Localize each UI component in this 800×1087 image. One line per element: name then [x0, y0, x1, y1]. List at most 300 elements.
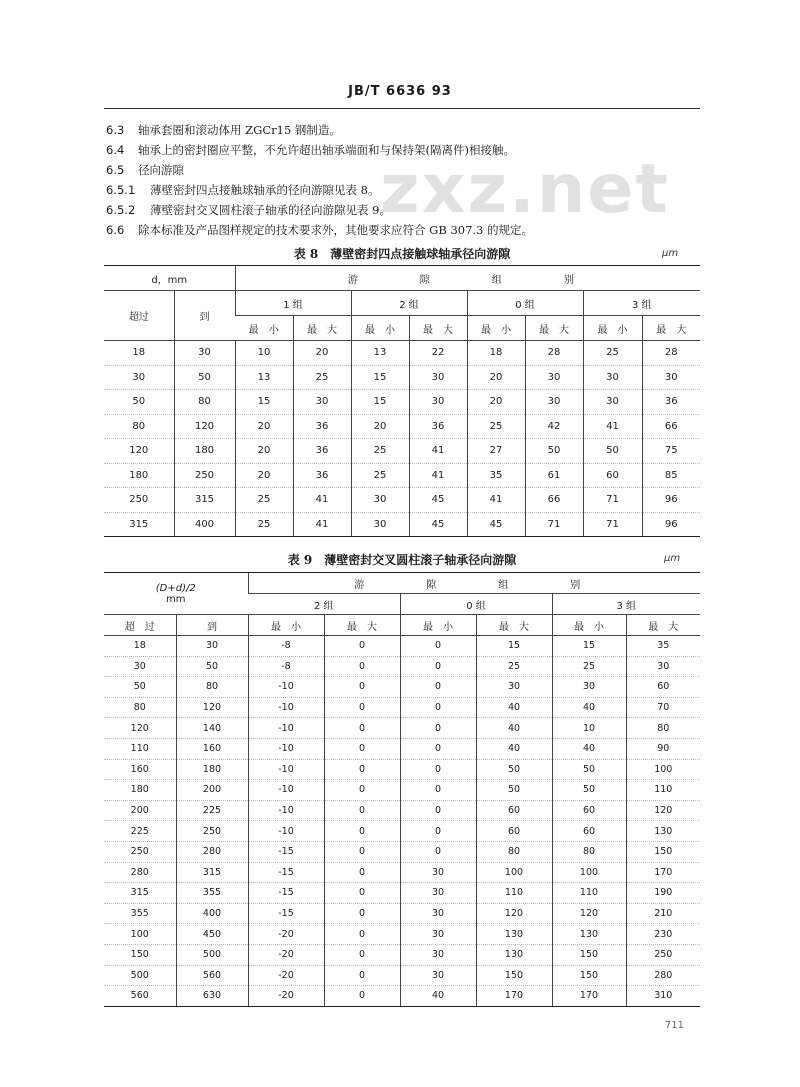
table-cell: 80	[626, 718, 700, 739]
table-cell: 70	[626, 697, 700, 718]
table-cell: 315	[176, 862, 248, 883]
table-cell: 60	[476, 800, 552, 821]
table-row	[104, 944, 700, 965]
table-cell: 36	[293, 439, 351, 464]
table-cell: 150	[104, 944, 176, 965]
table-cell: -15	[248, 883, 324, 904]
table-cell: 13	[351, 341, 409, 366]
clause-6-4	[106, 140, 706, 160]
table-row	[104, 738, 700, 759]
table-row	[104, 821, 700, 842]
table-cell: 25	[235, 488, 293, 513]
table-cell: 45	[409, 488, 467, 513]
clause-6-5-2	[106, 200, 706, 220]
table-cell: 50	[476, 759, 552, 780]
table-row	[104, 965, 700, 986]
table-cell: 30	[525, 365, 583, 390]
table-cell: 20	[467, 365, 525, 390]
table-cell: 30	[400, 944, 476, 965]
table-cell: -10	[248, 697, 324, 718]
table-row	[104, 341, 700, 366]
clause-number: 6.5	[106, 163, 125, 177]
clause-6-5-1	[106, 180, 706, 200]
table-cell: 18	[467, 341, 525, 366]
table-cell: 10	[235, 341, 293, 366]
watermark: zxz.net	[380, 150, 670, 229]
table-cell: 30	[351, 512, 409, 537]
table-cell: 41	[293, 512, 351, 537]
clearance-group-header: 游 隙 组 别	[235, 266, 700, 291]
table-cell: 10	[552, 718, 626, 739]
table-cell: 71	[583, 512, 642, 537]
table-cell: 250	[104, 488, 174, 513]
clause-text: 除本标准及产品图样规定的技术要求外，其他要求应符合 GB 307.3 的规定。	[138, 223, 534, 237]
table-cell: -20	[248, 965, 324, 986]
table-cell: 200	[104, 800, 176, 821]
table-cell: 200	[176, 780, 248, 801]
table-cell: 35	[626, 636, 700, 657]
clause-text: 轴承套圈和滚动体用 ZGCr15 钢制造。	[138, 123, 341, 137]
clause-number: 6.3	[106, 123, 125, 137]
table-cell: 50	[104, 677, 176, 698]
group-header: 0 组	[400, 594, 552, 615]
table-cell: 310	[626, 986, 700, 1007]
table-cell: 160	[176, 738, 248, 759]
table-cell: 0	[324, 903, 400, 924]
table-cell: 36	[409, 414, 467, 439]
table-cell: 40	[476, 697, 552, 718]
table-cell: 18	[104, 636, 176, 657]
table-row	[104, 986, 700, 1007]
table-cell: 450	[176, 924, 248, 945]
table-cell: 40	[476, 738, 552, 759]
table-cell: 40	[552, 738, 626, 759]
table9	[104, 572, 700, 1007]
table-cell: 130	[552, 924, 626, 945]
group-header: 2 组	[248, 594, 400, 615]
table-cell: -10	[248, 780, 324, 801]
table-cell: 0	[324, 759, 400, 780]
table-cell: 280	[176, 841, 248, 862]
table-cell: 30	[525, 390, 583, 415]
table-cell: 30	[400, 924, 476, 945]
table-cell: 150	[552, 965, 626, 986]
over-header: 超过	[104, 291, 174, 341]
table-row	[104, 512, 700, 537]
table-cell: 61	[525, 463, 583, 488]
table-cell: 96	[642, 512, 700, 537]
table-row	[104, 636, 700, 657]
table-cell: 210	[626, 903, 700, 924]
table-cell: 0	[400, 841, 476, 862]
table-cell: 30	[409, 365, 467, 390]
table-cell: 25	[293, 365, 351, 390]
table-cell: 30	[400, 862, 476, 883]
table-cell: 25	[552, 656, 626, 677]
table-cell: 80	[104, 697, 176, 718]
table-cell: 0	[400, 677, 476, 698]
table-cell: 40	[400, 986, 476, 1007]
table-cell: -10	[248, 718, 324, 739]
max-header: 最 大	[324, 615, 400, 636]
table-cell: 71	[525, 512, 583, 537]
group-header: 3 组	[552, 594, 700, 615]
table-row	[104, 883, 700, 904]
table-cell: 150	[626, 841, 700, 862]
table-cell: 80	[176, 677, 248, 698]
table-cell: 120	[104, 439, 174, 464]
table-cell: 85	[642, 463, 700, 488]
table-cell: 20	[235, 463, 293, 488]
table-cell: 0	[324, 883, 400, 904]
clause-6-5	[106, 160, 706, 180]
table-cell: 41	[409, 463, 467, 488]
table-cell: 120	[476, 903, 552, 924]
table-cell: 0	[324, 986, 400, 1007]
table-cell: 170	[476, 986, 552, 1007]
table-cell: -20	[248, 944, 324, 965]
table-cell: 30	[400, 883, 476, 904]
max-header: 最 大	[293, 316, 351, 341]
table-cell: 30	[626, 656, 700, 677]
table-cell: 25	[583, 341, 642, 366]
table-cell: 25	[351, 439, 409, 464]
table-cell: 250	[104, 841, 176, 862]
table-cell: 120	[552, 903, 626, 924]
table-cell: 50	[552, 759, 626, 780]
table-cell: 130	[476, 944, 552, 965]
table-row	[104, 414, 700, 439]
clause-number: 6.6	[106, 223, 125, 237]
table-row	[104, 841, 700, 862]
table-cell: 50	[552, 780, 626, 801]
clause-text: 薄壁密封四点接触球轴承的径向游隙见表 8。	[150, 183, 380, 197]
table-cell: 0	[324, 821, 400, 842]
table-cell: 15	[351, 365, 409, 390]
table-cell: 41	[583, 414, 642, 439]
table-cell: 0	[324, 718, 400, 739]
to-header: 到	[174, 291, 235, 341]
table-cell: 30	[351, 488, 409, 513]
table-cell: 66	[525, 488, 583, 513]
table-cell: 250	[176, 821, 248, 842]
table-cell: 28	[525, 341, 583, 366]
table-cell: 560	[104, 986, 176, 1007]
min-header: 最 小	[235, 316, 293, 341]
max-header: 最 大	[642, 316, 700, 341]
page-number: 711	[664, 1020, 684, 1031]
table-cell: 120	[104, 718, 176, 739]
table-cell: 45	[467, 512, 525, 537]
max-header: 最 大	[476, 615, 552, 636]
table-cell: 0	[324, 697, 400, 718]
table-cell: 0	[400, 759, 476, 780]
table-row	[104, 697, 700, 718]
table-cell: 40	[476, 718, 552, 739]
table-cell: -8	[248, 656, 324, 677]
table-cell: 25	[351, 463, 409, 488]
min-header: 最 小	[248, 615, 324, 636]
min-header: 最 小	[351, 316, 409, 341]
table-cell: 630	[176, 986, 248, 1007]
table-cell: 20	[467, 390, 525, 415]
size-header: d，mm	[104, 266, 235, 291]
table-cell: 0	[400, 697, 476, 718]
table-row	[104, 677, 700, 698]
table-cell: 0	[324, 924, 400, 945]
table-cell: 13	[235, 365, 293, 390]
size-header	[104, 573, 248, 615]
table-cell: 500	[104, 965, 176, 986]
table-cell: 60	[552, 821, 626, 842]
table9-unit: μm	[664, 553, 681, 564]
max-header: 最 大	[626, 615, 700, 636]
table-cell: 71	[583, 488, 642, 513]
table-cell: 66	[642, 414, 700, 439]
max-header: 最 大	[525, 316, 583, 341]
table-cell: 180	[104, 463, 174, 488]
table-cell: 50	[525, 439, 583, 464]
table-cell: 315	[104, 883, 176, 904]
table-cell: 100	[476, 862, 552, 883]
table-cell: 0	[400, 636, 476, 657]
table-cell: 0	[400, 718, 476, 739]
table-cell: 0	[324, 862, 400, 883]
table-cell: 30	[293, 390, 351, 415]
table-cell: 0	[400, 821, 476, 842]
table-cell: 250	[626, 944, 700, 965]
table-cell: 80	[476, 841, 552, 862]
table-cell: 0	[324, 780, 400, 801]
table8-unit: μm	[662, 248, 679, 259]
table-cell: 110	[476, 883, 552, 904]
table-cell: 30	[400, 965, 476, 986]
table-cell: 315	[174, 488, 235, 513]
table-cell: 315	[104, 512, 174, 537]
table-cell: 160	[104, 759, 176, 780]
clause-number: 6.4	[106, 143, 125, 157]
min-header: 最 小	[467, 316, 525, 341]
table-cell: -15	[248, 862, 324, 883]
table-cell: 60	[583, 463, 642, 488]
table-cell: 0	[324, 965, 400, 986]
table-row	[104, 365, 700, 390]
table-cell: 120	[176, 697, 248, 718]
table-cell: 280	[626, 965, 700, 986]
table-cell: 41	[409, 439, 467, 464]
table-cell: 15	[552, 636, 626, 657]
table-cell: 20	[235, 439, 293, 464]
min-header: 最 小	[583, 316, 642, 341]
table-cell: 230	[626, 924, 700, 945]
table-cell: -10	[248, 738, 324, 759]
table-cell: 15	[235, 390, 293, 415]
table-cell: 40	[552, 697, 626, 718]
table-cell: 0	[324, 656, 400, 677]
table-cell: 25	[476, 656, 552, 677]
table9-caption: 表 9 薄壁密封交叉圆柱滚子轴承径向游隙	[287, 553, 517, 567]
table-cell: 60	[552, 800, 626, 821]
table-cell: 120	[626, 800, 700, 821]
table-cell: 80	[552, 841, 626, 862]
table-cell: 170	[552, 986, 626, 1007]
table-cell: 96	[642, 488, 700, 513]
table-cell: 27	[467, 439, 525, 464]
table-cell: 30	[476, 677, 552, 698]
table8-caption: 表 8 薄壁密封四点接触球轴承径向游隙	[293, 247, 511, 261]
table-cell: -8	[248, 636, 324, 657]
clause-text: 径向游隙	[138, 163, 184, 177]
table-cell: 20	[351, 414, 409, 439]
table-cell: 30	[104, 365, 174, 390]
table-cell: 110	[626, 780, 700, 801]
table-cell: -10	[248, 759, 324, 780]
table-row	[104, 903, 700, 924]
clause-list	[106, 120, 706, 240]
table-cell: 90	[626, 738, 700, 759]
table-cell: 355	[176, 883, 248, 904]
table-cell: 180	[174, 439, 235, 464]
table-cell: 15	[351, 390, 409, 415]
clause-number: 6.5.2	[106, 203, 136, 217]
table-cell: 140	[176, 718, 248, 739]
table-row	[104, 924, 700, 945]
table-cell: 500	[176, 944, 248, 965]
table-cell: 42	[525, 414, 583, 439]
table-cell: 30	[552, 677, 626, 698]
table-cell: 250	[174, 463, 235, 488]
table-cell: 0	[324, 636, 400, 657]
min-header: 最 小	[400, 615, 476, 636]
table-cell: -20	[248, 924, 324, 945]
table-cell: 130	[626, 821, 700, 842]
group-header: 2 组	[351, 291, 467, 316]
table-cell: 225	[104, 821, 176, 842]
table-cell: 50	[104, 390, 174, 415]
table-cell: 0	[324, 677, 400, 698]
table-cell: 30	[583, 365, 642, 390]
group-header: 1 组	[235, 291, 351, 316]
table-cell: -10	[248, 821, 324, 842]
table-cell: -10	[248, 800, 324, 821]
table-row	[104, 718, 700, 739]
table-cell: 20	[235, 414, 293, 439]
table-row	[104, 656, 700, 677]
group-header: 0 组	[467, 291, 583, 316]
size-header-formula: (D+d)/2	[155, 582, 196, 594]
table-cell: 36	[293, 414, 351, 439]
table-cell: 28	[642, 341, 700, 366]
table-cell: 60	[476, 821, 552, 842]
table-cell: 0	[400, 656, 476, 677]
table-cell: 75	[642, 439, 700, 464]
table-cell: 100	[552, 862, 626, 883]
table-cell: 0	[324, 738, 400, 759]
table-cell: 30	[174, 341, 235, 366]
table-cell: 30	[400, 903, 476, 924]
table-row	[104, 439, 700, 464]
clause-number: 6.5.1	[106, 183, 136, 197]
table-cell: -15	[248, 903, 324, 924]
table-row	[104, 759, 700, 780]
over-header: 超 过	[104, 615, 176, 636]
table-cell: 180	[176, 759, 248, 780]
table-row	[104, 800, 700, 821]
group-header: 3 组	[583, 291, 700, 316]
table-cell: 30	[104, 656, 176, 677]
table8-body	[104, 341, 700, 537]
table-cell: 0	[324, 800, 400, 821]
table-cell: 150	[476, 965, 552, 986]
table-cell: 50	[583, 439, 642, 464]
table-cell: 25	[467, 414, 525, 439]
table-row	[104, 488, 700, 513]
clearance-group-header: 游 隙 组 别	[248, 573, 700, 594]
table-cell: 36	[642, 390, 700, 415]
table-cell: 41	[467, 488, 525, 513]
max-header: 最 大	[409, 316, 467, 341]
table-cell: 400	[176, 903, 248, 924]
table-row	[104, 862, 700, 883]
table-cell: 50	[174, 365, 235, 390]
table-cell: 280	[104, 862, 176, 883]
table-cell: 100	[626, 759, 700, 780]
table-cell: 130	[476, 924, 552, 945]
table-cell: 30	[642, 365, 700, 390]
table8	[104, 265, 700, 537]
table-cell: 150	[552, 944, 626, 965]
table-cell: 60	[626, 677, 700, 698]
table-cell: 100	[104, 924, 176, 945]
table-row	[104, 463, 700, 488]
table-cell: 80	[174, 390, 235, 415]
table-cell: 22	[409, 341, 467, 366]
table-cell: 560	[176, 965, 248, 986]
table-cell: -20	[248, 986, 324, 1007]
table-cell: 20	[293, 341, 351, 366]
table-cell: 80	[104, 414, 174, 439]
table-cell: 50	[176, 656, 248, 677]
table-cell: 25	[235, 512, 293, 537]
table-cell: 36	[293, 463, 351, 488]
table-cell: 0	[324, 841, 400, 862]
table-cell: 0	[400, 800, 476, 821]
clause-6-6	[106, 220, 706, 240]
table-cell: 0	[400, 738, 476, 759]
table-cell: 180	[104, 780, 176, 801]
size-header-unit: mm	[166, 593, 186, 605]
to-header: 到	[176, 615, 248, 636]
table-cell: 30	[176, 636, 248, 657]
table-cell: 120	[174, 414, 235, 439]
table-cell: 30	[583, 390, 642, 415]
table-cell: 0	[400, 780, 476, 801]
table-cell: 30	[409, 390, 467, 415]
table-cell: 15	[476, 636, 552, 657]
table-cell: 0	[324, 944, 400, 965]
table-row	[104, 780, 700, 801]
table-cell: 400	[174, 512, 235, 537]
clause-text: 轴承上的密封圈应平整，不允许超出轴承端面和与保持架(隔离件)相接触。	[138, 143, 515, 157]
table9-body	[104, 636, 700, 1007]
table-cell: -10	[248, 677, 324, 698]
clause-text: 薄壁密封交叉圆柱滚子轴承的径向游隙见表 9。	[150, 203, 391, 217]
table-cell: 110	[552, 883, 626, 904]
min-header: 最 小	[552, 615, 626, 636]
clause-6-3	[106, 120, 706, 140]
table-cell: 170	[626, 862, 700, 883]
table-cell: 41	[293, 488, 351, 513]
